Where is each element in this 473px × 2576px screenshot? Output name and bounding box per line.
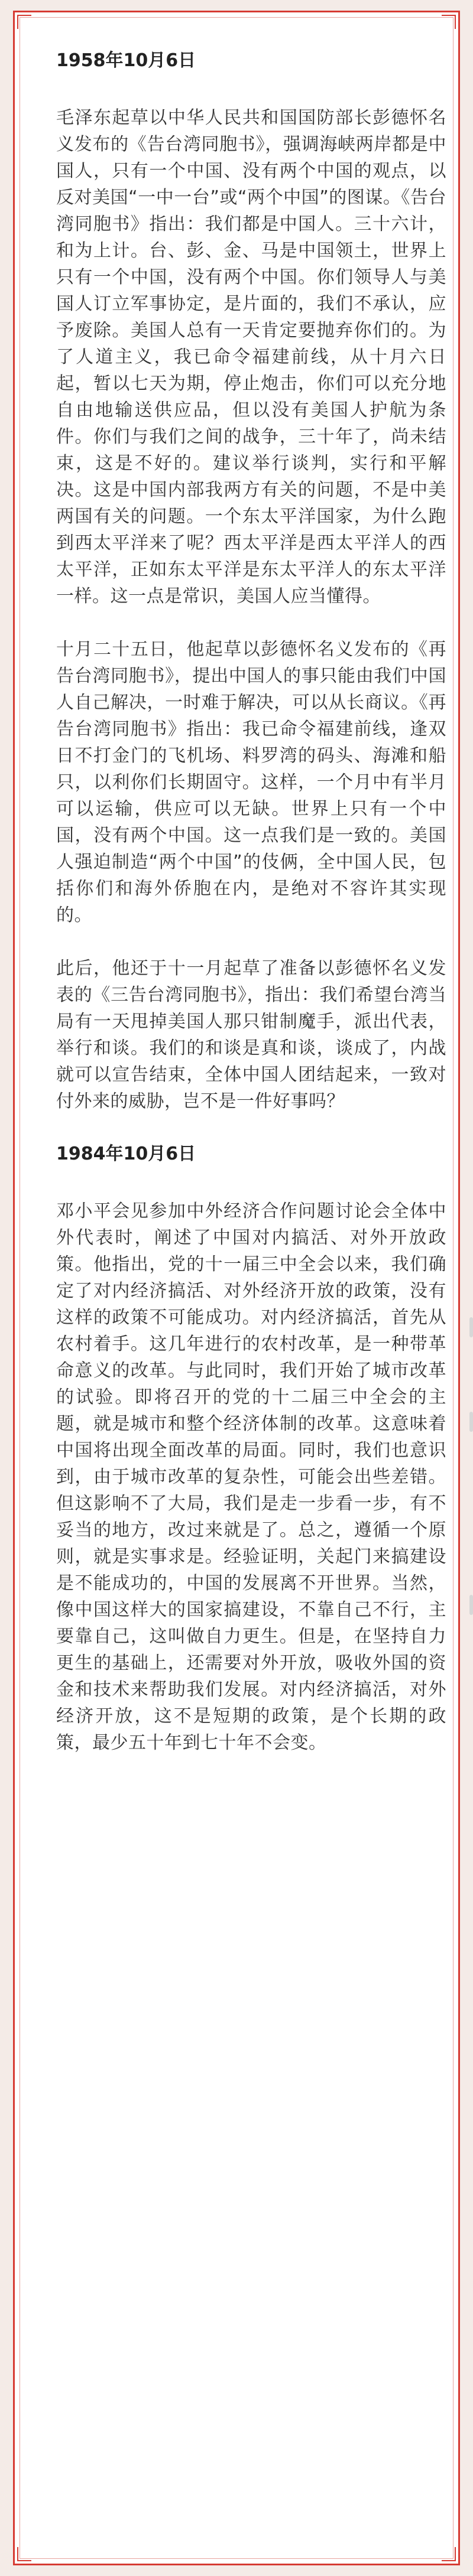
scroll-indicator[interactable]: [469, 1595, 473, 1615]
section-date: 1984年10月6日: [56, 1144, 196, 1164]
paragraph: 邓小平会见参加中外经济合作问题讨论会全体中外代表时，阐述了中国对内搞活、对外开放政策。他指出，党的十一届三中全会以来，我们确定了对内经济搞活、对外经济开放的政策，没有这样的政策不可能成功。对内经济搞活，首先从农村着手。这几年进行的农村改革，是一种带革命意义的改革。与此同时，我们开始了城市改革的试验。即将召开的党的十二届三中全会的主题，就是城市和整个经济体制的改革。这意味着中国将出现全面改革的局面。同时，我们也意识到，由于城市改革的复杂性，可能会出些差错。但这影响不了大局，我们是走一步看一步，有不妥当的地方，改过来就是了。总之，遵循一个原则，就是实事求是。经验证明，关起门来搞建设是不能成功的，中国的发展离不开世界。当然，像中国这样大的国家搞建设，不靠自己不行，主要靠自己，这叫做自力更生。但是，在坚持自力更生的基础上，还需要对外开放，吸收外国的资金和技术来帮助我们发展。对内经济搞活，对外经济开放，这不是短期的政策，是个长期的政策，最少五十年到七十年不会变。: [56, 1201, 446, 1753]
scroll-indicator[interactable]: [469, 1412, 473, 1432]
history-section-1958: [56, 48, 446, 1115]
corner-ornament-top-left: [17, 15, 31, 29]
corner-ornament-bottom-right: [442, 2547, 456, 2561]
corner-ornament-bottom-left: [17, 2547, 31, 2561]
history-section-1984: [56, 1141, 446, 1756]
section-date: 1958年10月6日: [56, 50, 196, 71]
article-content: [56, 48, 446, 1783]
paragraph: 此后，他还于十一月起草了准备以彭德怀名义发表的《三告台湾同胞书》，指出：我们希望台湾当局有一天甩掉美国人那只钳制魔手，派出代表，举行和谈。我们的和谈是真和谈，谈成了，内战就可以宣告结束，全体中国人团结起来，一致对付外来的威胁，岂不是一件好事吗？: [56, 958, 446, 1112]
corner-ornament-top-right: [442, 15, 456, 29]
paragraph: 十月二十五日，他起草以彭德怀名义发布的《再告台湾同胞书》，提出中国人的事只能由我们中国人自己解决，一时难于解决，可以从长商议。《再告台湾同胞书》指出：我已命令福建前线，逢双日不打金门的飞机场、料罗湾的码头、海滩和船只，以利你们长期固守。这样，一个月中有半月可以运输，供应可以无缺。世界上只有一个中国，没有两个中国。这一点我们是一致的。美国人强迫制造“两个中国”的伎俩，全中国人民，包括你们和海外侨胞在内，是绝对不容许其实现的。: [56, 639, 446, 926]
red-border-frame: [13, 11, 460, 2565]
paragraph: 毛泽东起草以中华人民共和国国防部长彭德怀名义发布的《告台湾同胞书》，强调海峡两岸都是中国人，只有一个中国、没有两个中国的观点，以反对美国“一中一台”或“两个中国”的图谋。《告台湾同胞书》指出：我们都是中国人。三十六计，和为上计。台、彭、金、马是中国领土，世界上只有一个中国，没有两个中国。你们领导人与美国人订立军事协定，是片面的，我们不承认，应予废除。美国人总有一天肯定要抛弃你们的。为了人道主义，我已命令福建前线，从十月六日起，暂以七天为期，停止炮击，你们可以充分地自由地输送供应品，但以没有美国人护航为条件。你们与我们之间的战争，三十年了，尚未结束，这是不好的。建议举行谈判，实行和平解决。这是中国内部我两方有关的问题，不是中美两国有关的问题。一个东太平洋国家，为什么跑到西太平洋来了呢？西太平洋是西太平洋人的西太平洋，正如东太平洋是东太平洋人的东太平洋一样。这一点是常识，美国人应当懂得。: [56, 108, 446, 607]
scroll-indicator[interactable]: [469, 1317, 473, 1337]
